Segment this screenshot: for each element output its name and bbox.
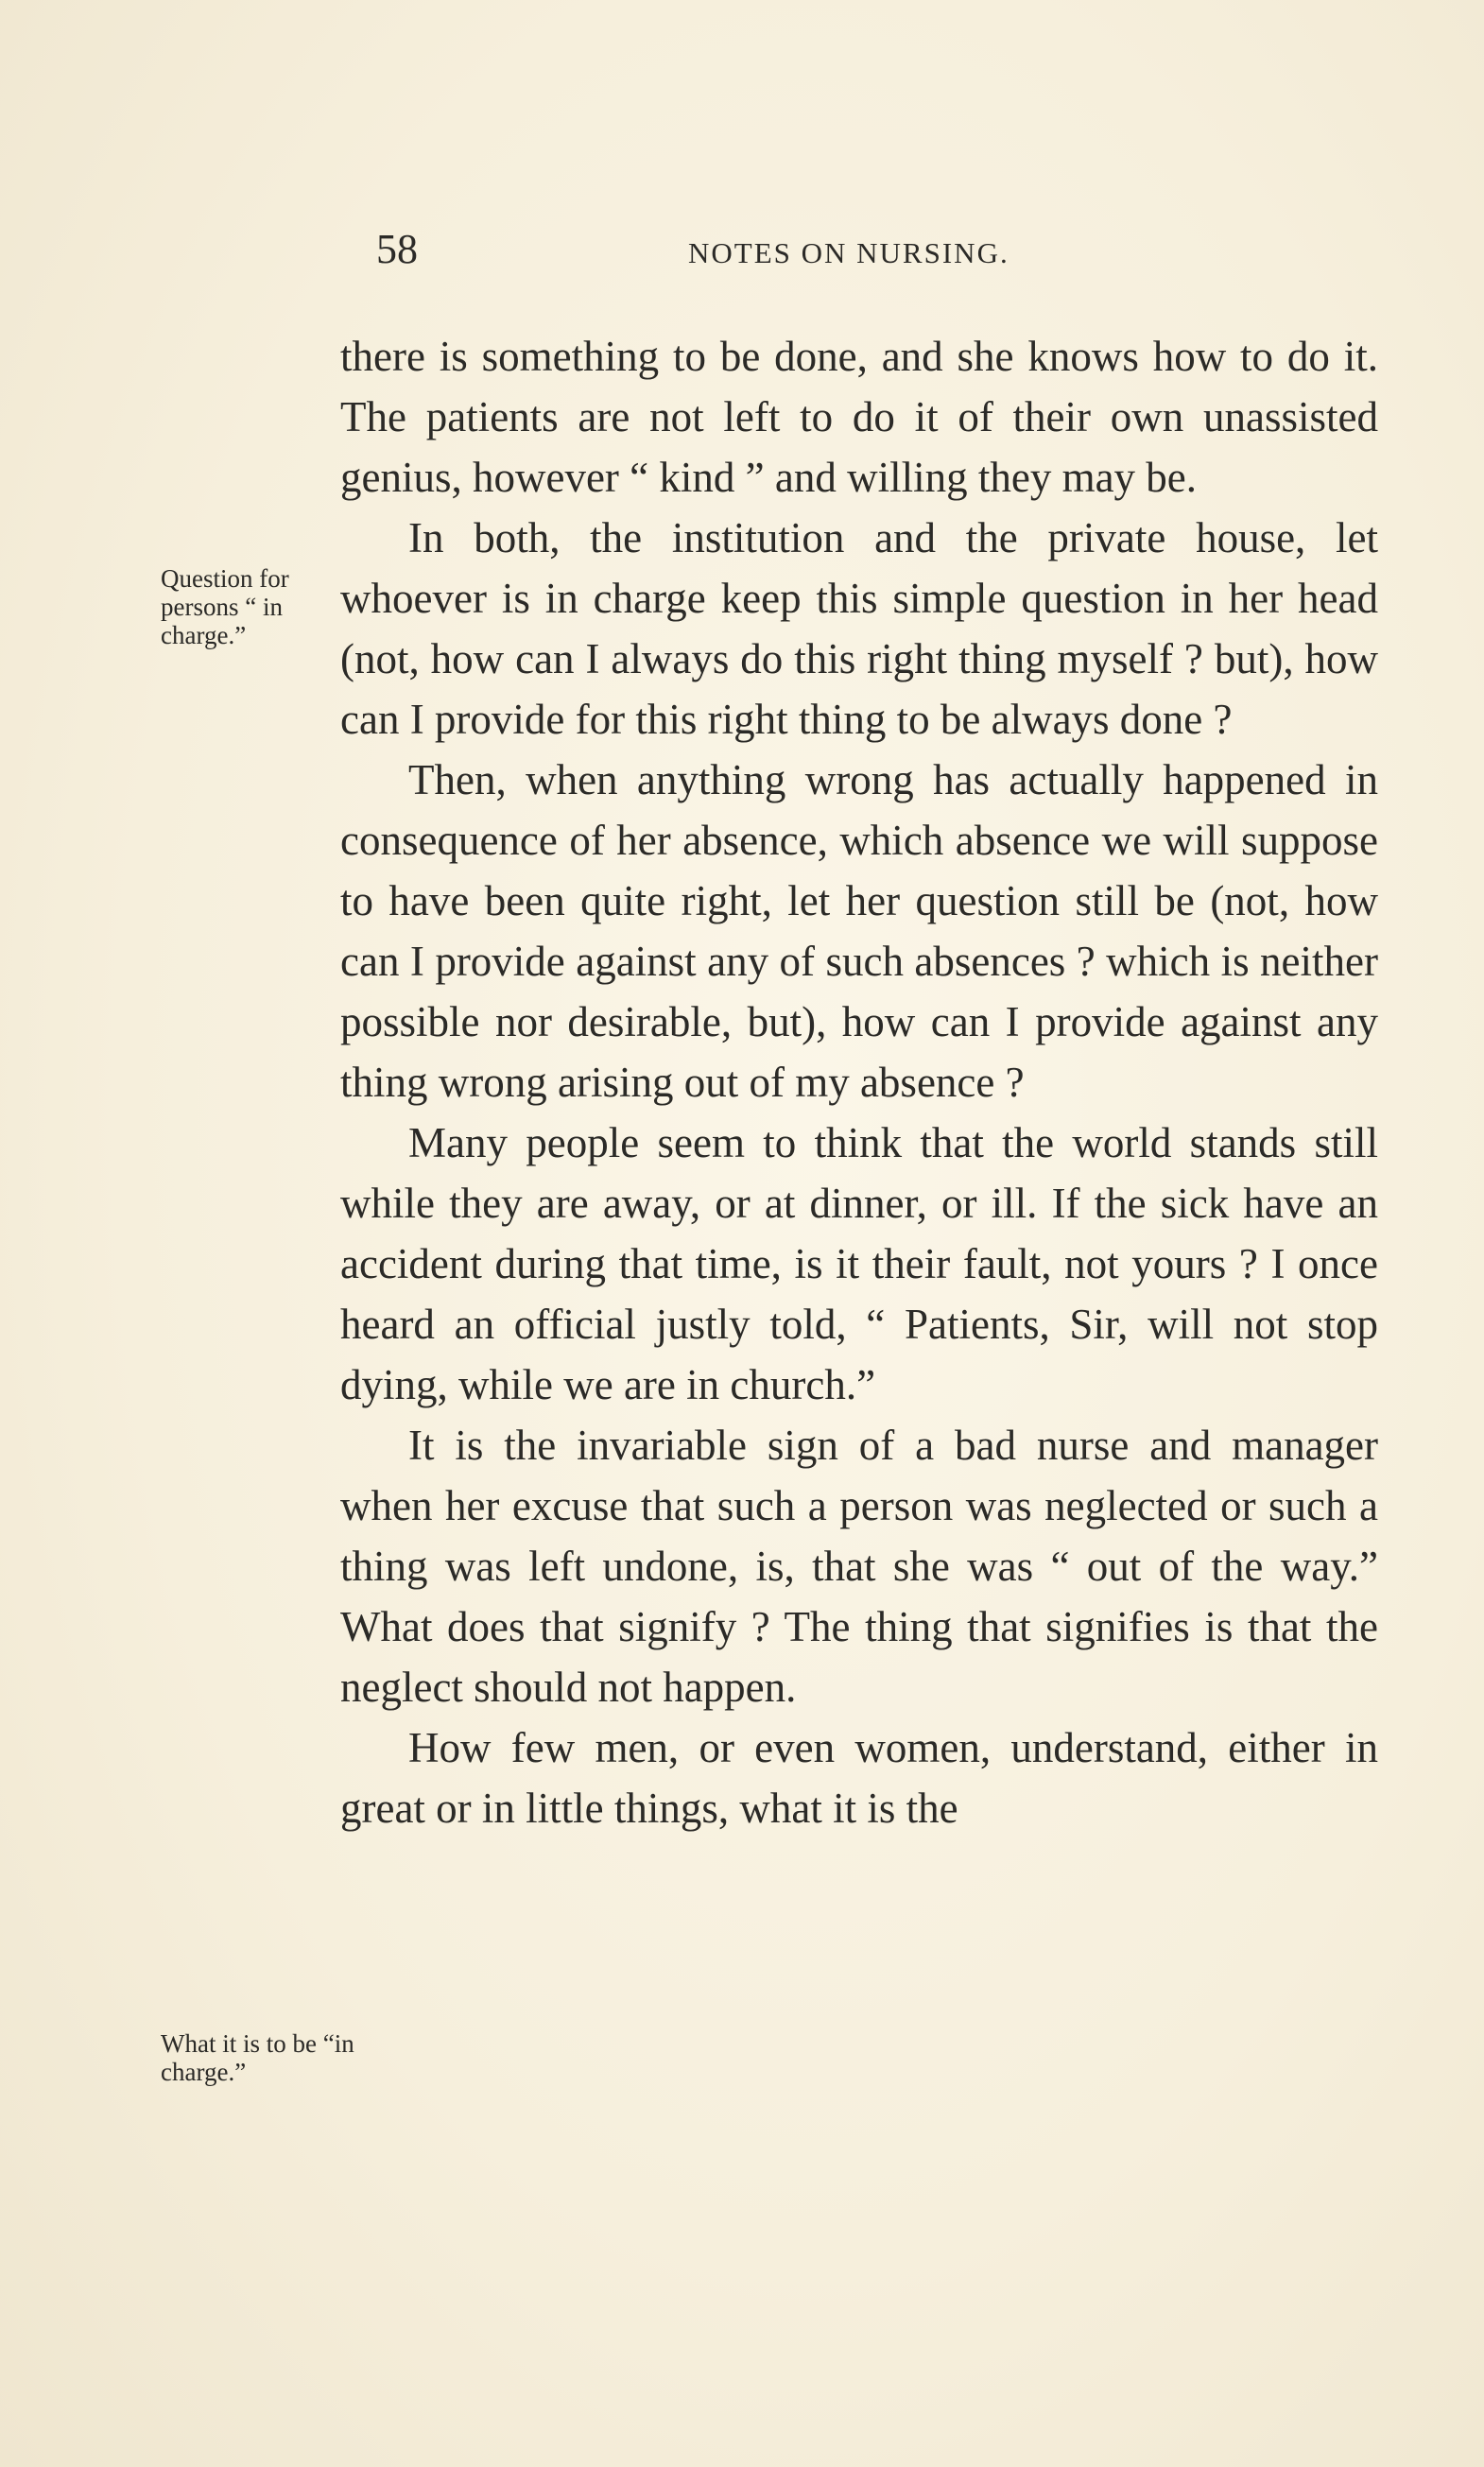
paragraph-how-few-men: How few men, or even women, understand, either in great or in little things, what it is the <box>340 1724 1378 1832</box>
side-note-question-for-persons: Question for persons “ in charge.” <box>161 564 289 649</box>
paragraph-then-when: Then, when anything wrong has actually happened in consequence of her absence, which absence we will suppose to have been quite right, let her question still be (not, how can I provide against any of such absences ? which is neither possible nor desirable, but), how can I provide against any thing wrong arising out of my absence ? <box>340 756 1378 1106</box>
paragraph-continuation: there is something to be done, and she knows how to do it. The patients are not left to do it of their own unassisted genius, however “ kind ” and willing they may be. <box>340 333 1378 501</box>
page-header <box>376 225 1378 282</box>
running-title: NOTES ON NURSING. <box>688 236 1009 269</box>
paragraph-many-people: Many people seem to think that the world stands still while they are away, or at dinner, or ill. If the sick have an accident during that time, is it their fault, not yours ? I once heard an official justly told, “ Patients, Sir, will not stop dying, while we are in church.” <box>340 1119 1378 1408</box>
body-text <box>340 326 1378 1838</box>
page-number: 58 <box>376 226 418 272</box>
paragraph-invariable-sign: It is the invariable sign of a bad nurse and manager when her excuse that such a person was neglected or such a thing was left undone, is, that she was “ out of the way.” What does that signify ? The thing that signifies is that the neglect should not happen. <box>340 1422 1378 1711</box>
paragraph-in-both: In both, the institution and the private house, let whoever is in charge keep this simple question in her head (not, how can I always do this right thing myself ? but), how can I provide for this right thing to be always done ? <box>340 514 1378 743</box>
side-note-what-it-is: What it is to be “in charge.” <box>161 2029 354 2086</box>
